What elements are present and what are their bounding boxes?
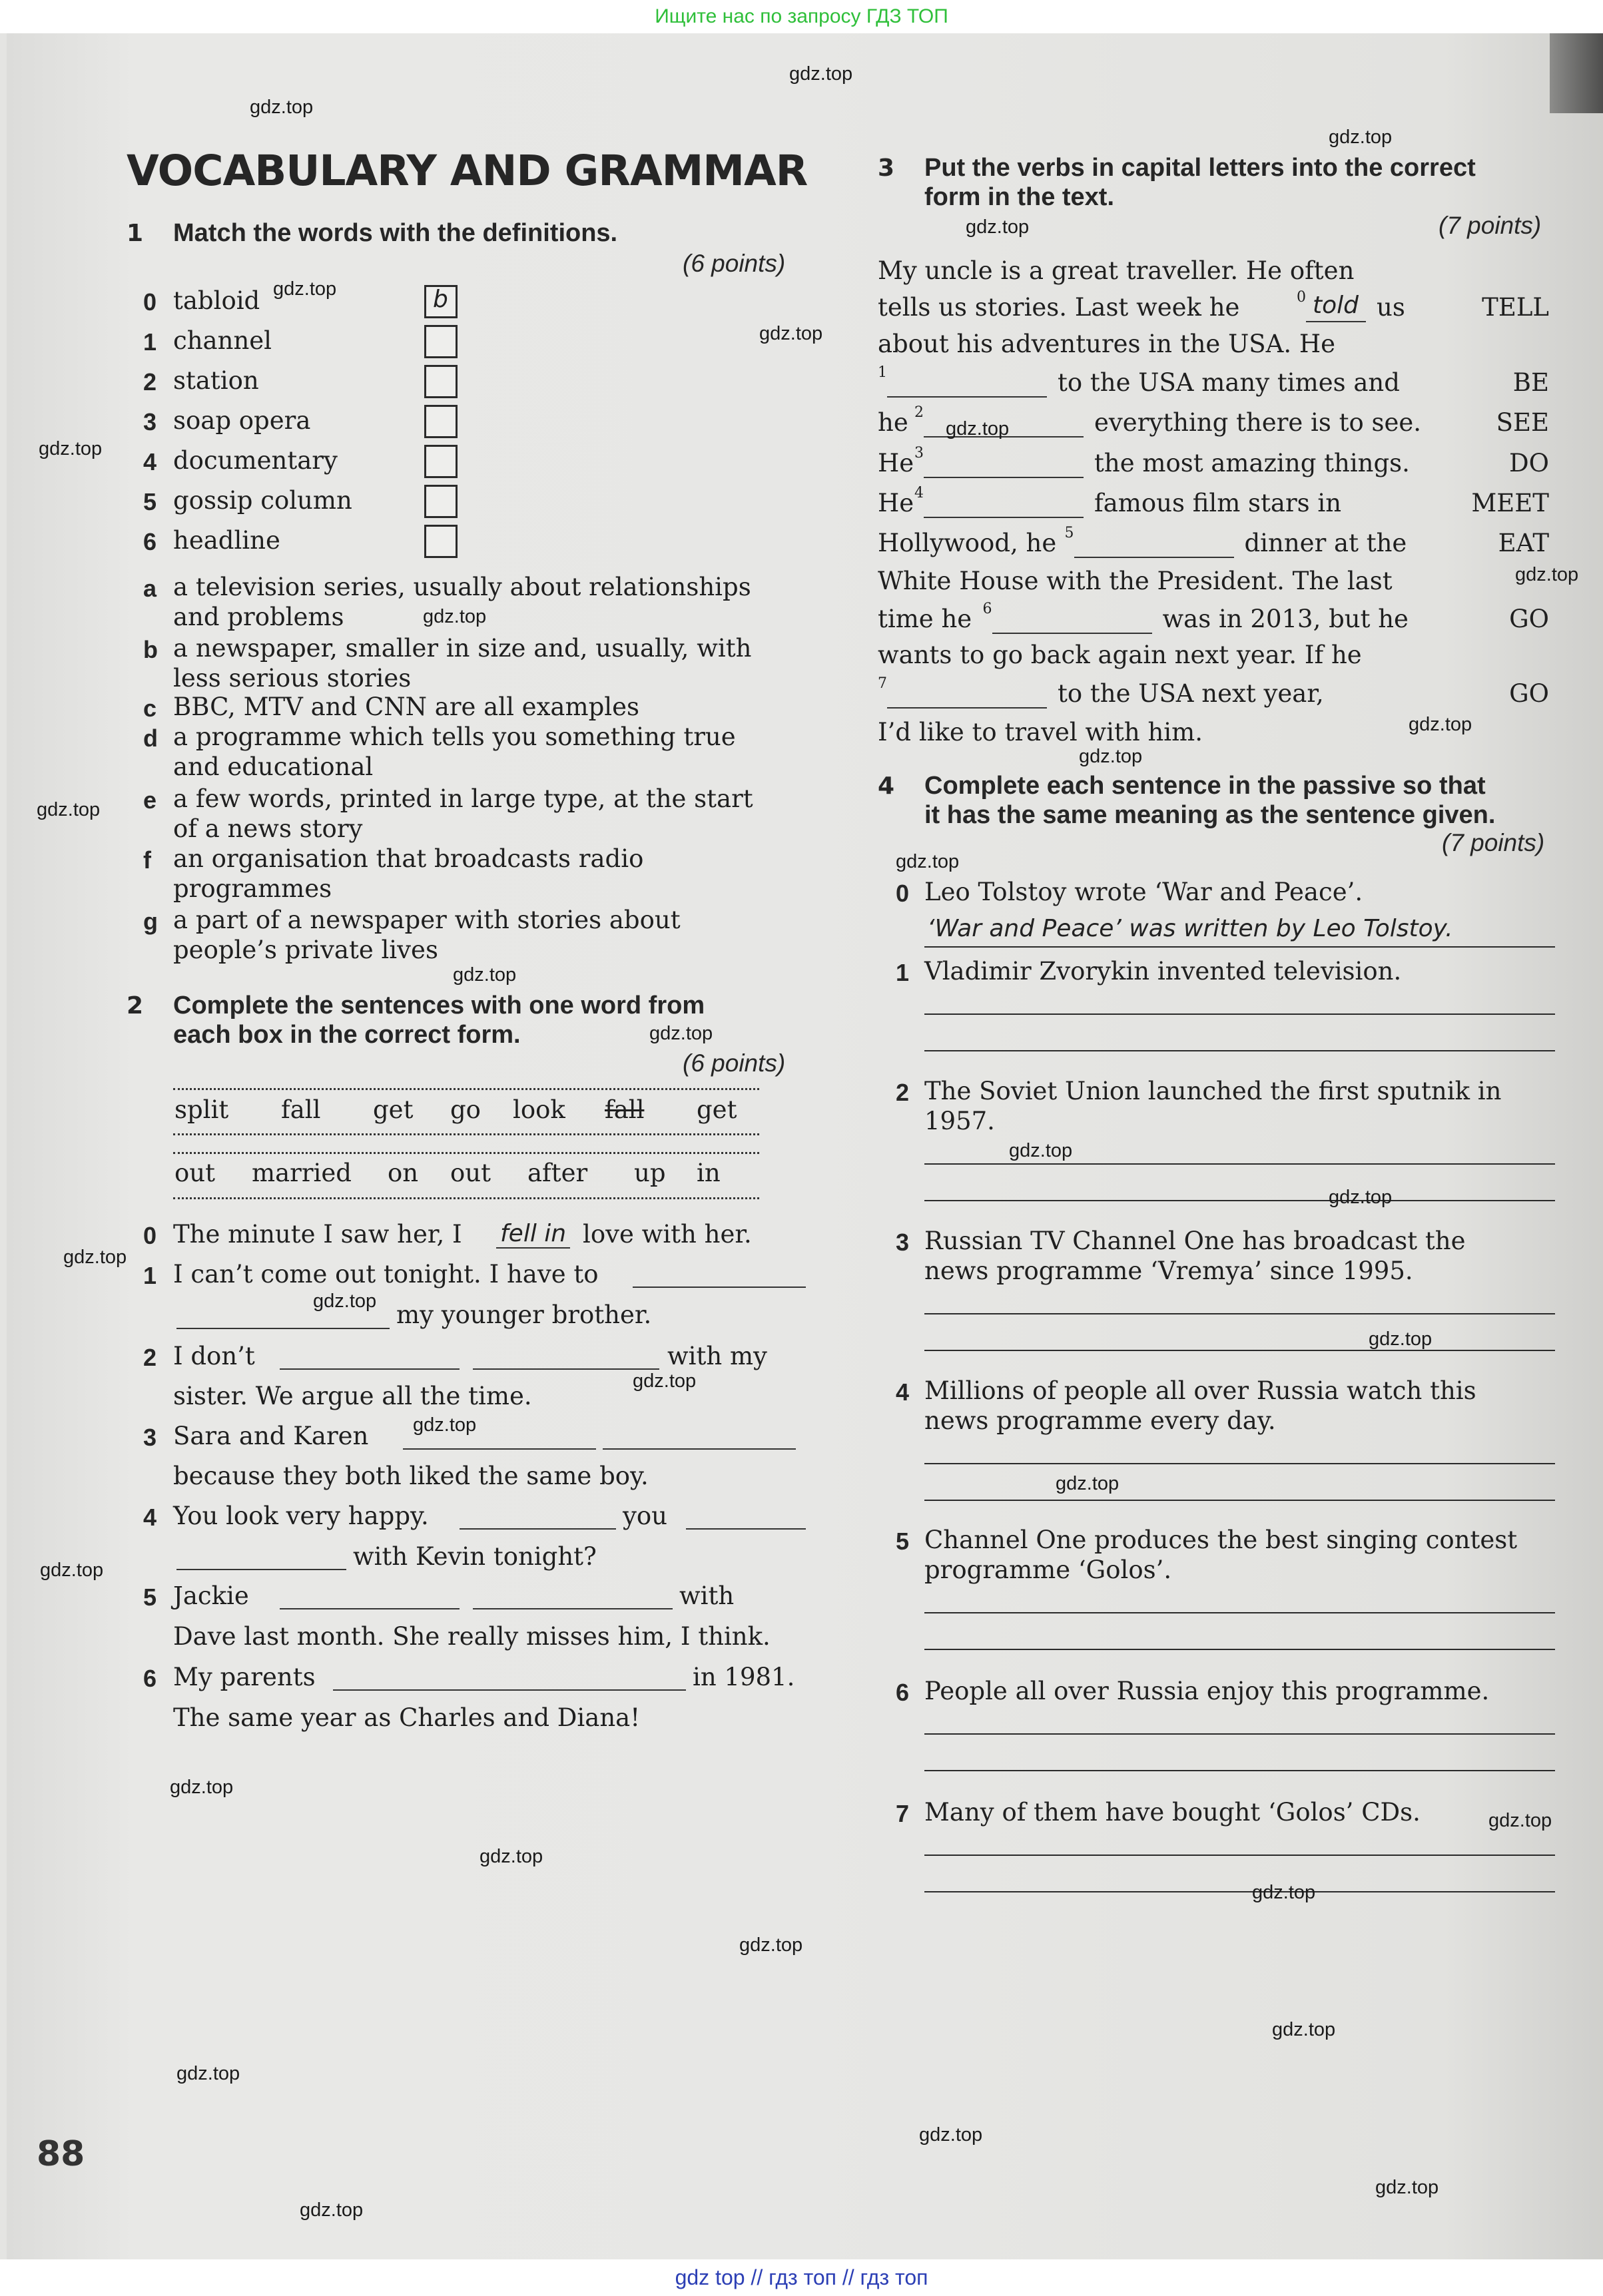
ex1-definition-text: less serious stories [173, 664, 412, 693]
ex3-gap-number: 3 [914, 445, 924, 461]
word-box-border [173, 1133, 759, 1135]
answer-checkbox[interactable] [424, 405, 458, 438]
s1-text-a: I can’t come out tonight. I have to [173, 1260, 599, 1289]
s5-blank-1[interactable] [280, 1608, 460, 1609]
ex3-verb: EAT [1498, 529, 1549, 557]
ex4-answer-line[interactable] [924, 1200, 1555, 1201]
ex2-box-word: look [513, 1095, 565, 1124]
s5-number: 5 [143, 1583, 157, 1611]
ex2-box-word: after [527, 1159, 588, 1187]
ex3-text-line: White House with the President. The last [878, 567, 1393, 595]
s4-text-b: you [623, 1502, 668, 1530]
ex3-answer-blank[interactable] [887, 396, 1047, 398]
ex1-definition-letter: f [143, 846, 151, 874]
s2-blank-1[interactable] [280, 1368, 460, 1370]
ex3-gap-number: 1 [878, 364, 887, 381]
ex3-text-line: He [878, 449, 914, 477]
s6-text-b: in 1981. [693, 1663, 795, 1691]
watermark-text: gdz.top [313, 1291, 377, 1312]
ex4-item-text: Vladimir Zvorykin invented television. [924, 957, 1402, 986]
ex1-definition-letter: e [143, 786, 157, 814]
ex1-word-number: 3 [143, 408, 157, 435]
ex1-definition-text: a programme which tells you something true [173, 722, 736, 751]
ex3-answer-blank[interactable] [924, 477, 1084, 478]
ex3-text-line: was in 2013, but he [1162, 605, 1409, 633]
ex3-text-line: I’d like to travel with him. [878, 718, 1203, 746]
s5-text-a: Jackie [173, 1581, 249, 1610]
ex3-text-line: tells us stories. Last week he [878, 293, 1240, 322]
ex3-verb: GO [1509, 605, 1549, 633]
watermark-text: gdz.top [1329, 127, 1393, 148]
watermark-text: gdz.top [1009, 1140, 1073, 1161]
ex3-text-line: to the USA many times and [1058, 368, 1400, 397]
ex1-answer: b [433, 286, 448, 313]
ex1-word: channel [173, 326, 272, 355]
answer-checkbox[interactable] [424, 445, 458, 478]
ex3-answer-blank[interactable] [887, 707, 1047, 709]
s6-number: 6 [143, 1665, 157, 1692]
ex4-item-number: 4 [896, 1378, 910, 1406]
ex1-word-number: 2 [143, 368, 157, 396]
ex4-item-text: People all over Russia enjoy this programme. [924, 1677, 1490, 1705]
s5-text-b: with [679, 1581, 735, 1610]
ex3-verb: DO [1509, 449, 1549, 477]
ex3-answer-blank[interactable] [1074, 557, 1234, 558]
ex1-definition-text: a few words, printed in large type, at the start [173, 784, 753, 813]
ex4-item-text: 1957. [924, 1107, 995, 1135]
ex3-gap-number: 2 [914, 404, 924, 421]
ex4-item-text: Many of them have bought ‘Golos’ CDs. [924, 1798, 1421, 1827]
ex4-item-text: Channel One produces the best singing contest [924, 1526, 1518, 1554]
ex4-number: 4 [878, 772, 895, 800]
watermark-text: gdz.top [896, 851, 960, 872]
watermark-text: gdz.top [633, 1370, 697, 1392]
ex4-item-text: The Soviet Union launched the first sputnik in [924, 1077, 1502, 1105]
ex3-text-line: the most amazing things. [1094, 449, 1410, 477]
ex3-verb: MEET [1471, 489, 1549, 517]
ex2-box-word: get [697, 1095, 737, 1124]
watermark-text: gdz.top [63, 1247, 127, 1268]
ex4-item-text: Russian TV Channel One has broadcast the [924, 1227, 1466, 1255]
ex3-text-line: us [1377, 293, 1405, 322]
page-corner-shadow [1550, 33, 1603, 113]
ex1-instruction: Match the words with the definitions. [173, 219, 618, 247]
ex1-word: headline [173, 526, 280, 555]
ex4-answer-line[interactable] [924, 1612, 1555, 1613]
ex3-gap-number: 0 [1297, 289, 1306, 306]
s4-blank-2[interactable] [686, 1528, 806, 1530]
ex3-points: (7 points) [1439, 212, 1542, 239]
ex4-item-number: 0 [896, 880, 910, 907]
answer-checkbox[interactable] [424, 285, 458, 318]
watermark-text: gdz.top [1488, 1810, 1552, 1831]
ex1-definition-text: of a news story [173, 814, 363, 843]
watermark-text: gdz.top [480, 1846, 543, 1867]
ex3-answer: told [1313, 292, 1359, 319]
ex1-definition-letter: b [143, 636, 158, 663]
ex1-word-number: 5 [143, 488, 157, 515]
ex4-answer-line[interactable] [924, 1313, 1555, 1314]
watermark-text: gdz.top [1409, 714, 1472, 735]
ex1-definition-text: an organisation that broadcasts radio [173, 844, 644, 873]
ex3-text-line: He [878, 489, 914, 517]
watermark-text: gdz.top [1369, 1328, 1433, 1350]
watermark-text: gdz.top [176, 2063, 240, 2084]
watermark-text: gdz.top [739, 1934, 803, 1956]
ex3-gap-number: 6 [982, 601, 992, 617]
ex3-text-line: wants to go back again next year. If he [878, 641, 1362, 669]
word-box-border [173, 1088, 759, 1090]
ex4-answer-line[interactable] [924, 1733, 1555, 1735]
ex3-text-line: famous film stars in [1094, 489, 1342, 517]
ex4-instruction-1: Complete each sentence in the passive so that [924, 772, 1486, 800]
ex3-instruction-1: Put the verbs in capital letters into the correct [924, 154, 1476, 182]
watermark-text: gdz.top [250, 97, 314, 118]
ex2-box-word: out [450, 1159, 491, 1187]
answer-checkbox[interactable] [424, 365, 458, 398]
word-box-border [173, 1152, 759, 1154]
watermark-text: gdz.top [40, 1560, 104, 1581]
ex4-answer-line[interactable] [924, 1855, 1555, 1856]
ex4-item-text: Millions of people all over Russia watch this [924, 1376, 1476, 1405]
ex1-word: gossip column [173, 486, 352, 515]
ex3-answer-blank[interactable] [924, 517, 1084, 518]
ex4-answer-line[interactable] [924, 1350, 1555, 1351]
watermark-text: gdz.top [1056, 1473, 1120, 1494]
s5-blank-2[interactable] [473, 1608, 673, 1609]
ex4-item-number: 1 [896, 959, 910, 986]
s4-text-c: with Kevin tonight? [353, 1542, 597, 1571]
ex2-box-word: married [252, 1159, 352, 1187]
ex2-box-word: split [174, 1095, 229, 1124]
ex3-verb: SEE [1496, 408, 1549, 437]
ex4-answer-line[interactable] [924, 1770, 1555, 1771]
ex2-instruction-2: each box in the correct form. [173, 1021, 521, 1049]
s2-blank-2[interactable] [473, 1368, 659, 1370]
ex1-word-number: 0 [143, 288, 157, 316]
ex3-number: 3 [878, 154, 895, 182]
ex3-verb: TELL [1482, 293, 1549, 322]
s0-number: 0 [143, 1222, 157, 1249]
ex4-item-text: news programme every day. [924, 1406, 1276, 1435]
watermark-text: gdz.top [966, 216, 1030, 238]
ex1-word: soap opera [173, 406, 311, 435]
ex3-answer-blank[interactable] [1306, 321, 1366, 322]
watermark-text: gdz.top [273, 278, 337, 300]
s4-blank-1[interactable] [460, 1528, 616, 1530]
s3-number: 3 [143, 1424, 157, 1451]
watermark-text: gdz.top [1515, 564, 1579, 585]
ex1-word: station [173, 366, 259, 395]
ex2-box-word: fall [605, 1095, 645, 1124]
ex1-definition-text: people’s private lives [173, 936, 438, 964]
ex1-word-number: 1 [143, 328, 157, 356]
s3-blank-2[interactable] [603, 1448, 796, 1450]
ex4-answer-line[interactable] [924, 1891, 1555, 1892]
top-banner[interactable]: Ищите нас по запросу ГДЗ ТОП [0, 0, 1603, 33]
ex3-verb: GO [1509, 679, 1549, 708]
watermark-text: gdz.top [1272, 2019, 1336, 2040]
bottom-banner[interactable]: gdz top // гдз топ // гдз топ [0, 2259, 1603, 2296]
answer-checkbox[interactable] [424, 525, 458, 558]
watermark-text: gdz.top [37, 799, 101, 820]
ex4-answer: ‘War and Peace’ was written by Leo Tolstoy. [927, 915, 1453, 942]
ex3-text-line: to the USA next year, [1058, 679, 1324, 708]
ex2-box-word: fall [281, 1095, 321, 1124]
ex2-points: (6 points) [683, 1049, 786, 1077]
s3-blank-1[interactable] [403, 1448, 596, 1450]
ex1-definition-letter: a [143, 575, 157, 602]
ex1-definition-text: and problems [173, 603, 344, 631]
watermark-text: gdz.top [170, 1777, 234, 1798]
ex4-answer-line[interactable] [924, 946, 1555, 948]
s2-text-b: with my [667, 1342, 767, 1370]
ex2-number: 2 [127, 992, 144, 1019]
ex4-item-number: 2 [896, 1079, 910, 1106]
ex4-item-number: 7 [896, 1800, 910, 1827]
ex4-answer-line[interactable] [924, 1649, 1555, 1650]
s3-text-b: because they both liked the same boy. [173, 1462, 649, 1490]
ex4-item-text: programme ‘Golos’. [924, 1556, 1172, 1584]
s2-text-c: sister. We argue all the time. [173, 1382, 532, 1410]
s2-number: 2 [143, 1344, 157, 1371]
ex1-definition-text: programmes [173, 874, 332, 903]
ex4-item-number: 5 [896, 1528, 910, 1555]
ex1-definition-letter: c [143, 695, 157, 722]
answer-checkbox[interactable] [424, 485, 458, 518]
watermark-text: gdz.top [789, 63, 853, 85]
watermark-text: gdz.top [453, 964, 517, 986]
s1-blank-1[interactable] [633, 1287, 806, 1288]
watermark-text: gdz.top [919, 2124, 983, 2146]
s6-text-c: The same year as Charles and Diana! [173, 1703, 641, 1732]
ex2-box-word: up [634, 1159, 666, 1187]
s1-text-b: my younger brother. [396, 1300, 652, 1329]
watermark-text: gdz.top [423, 606, 487, 627]
watermark-text: gdz.top [946, 418, 1010, 439]
ex1-definition-text: a newspaper, smaller in size and, usually, with [173, 634, 752, 663]
ex2-instruction-1: Complete the sentences with one word from [173, 992, 705, 1019]
watermark-text: gdz.top [1375, 2177, 1439, 2198]
s3-text-a: Sara and Karen [173, 1422, 369, 1450]
ex4-answer-line[interactable] [924, 1163, 1555, 1165]
answer-checkbox[interactable] [424, 325, 458, 358]
ex2-box-word: go [450, 1095, 481, 1124]
watermark-text: gdz.top [300, 2199, 364, 2221]
ex3-text-line: My uncle is a great traveller. He often [878, 256, 1355, 285]
ex1-word-number: 4 [143, 448, 157, 475]
ex3-answer-blank[interactable] [992, 633, 1152, 634]
ex4-item-number: 3 [896, 1229, 910, 1256]
ex4-instruction-2: it has the same meaning as the sentence given. [924, 801, 1496, 829]
ex2-box-word: in [697, 1159, 721, 1187]
ex3-text-line: he [878, 408, 908, 437]
ex3-text-line: Hollywood, he [878, 529, 1057, 557]
ex1-definition-text: BBC, MTV and CNN are all examples [173, 693, 639, 721]
s0-text-b: love with her. [583, 1220, 752, 1249]
ex3-gap-number: 4 [914, 485, 924, 501]
ex4-answer-line[interactable] [924, 1463, 1555, 1464]
ex3-instruction-2: form in the text. [924, 183, 1115, 211]
ex3-verb: BE [1512, 368, 1549, 397]
ex4-points: (7 points) [1442, 829, 1545, 856]
ex3-text-line: everything there is to see. [1094, 408, 1422, 437]
s2-text-a: I don’t [173, 1342, 255, 1370]
ex3-text-line: dinner at the [1244, 529, 1407, 557]
watermark-text: gdz.top [39, 438, 103, 459]
watermark-text: gdz.top [1079, 746, 1143, 767]
ex2-box-word: out [174, 1159, 215, 1187]
watermark-text: gdz.top [1252, 1882, 1316, 1903]
ex4-item-number: 6 [896, 1679, 910, 1706]
ex1-definition-letter: g [143, 908, 158, 935]
ex4-item-text: news programme ‘Vremya’ since 1995. [924, 1257, 1413, 1285]
s1-number: 1 [143, 1262, 157, 1289]
ex1-word: documentary [173, 446, 338, 475]
s1-blank-2[interactable] [176, 1328, 390, 1329]
ex4-answer-line[interactable] [924, 1500, 1555, 1501]
s5-text-c: Dave last month. She really misses him, I think. [173, 1622, 771, 1651]
watermark-text: gdz.top [759, 323, 823, 344]
s4-text-a: You look very happy. [173, 1502, 429, 1530]
s0-text-a: The minute I saw her, I [173, 1220, 462, 1249]
watermark-text: gdz.top [1329, 1187, 1393, 1208]
ex4-answer-line[interactable] [924, 1013, 1555, 1015]
ex1-definition-text: a television series, usually about relationships [173, 573, 751, 601]
section-heading: VOCABULARY AND GRAMMAR [127, 146, 808, 195]
ex2-box-word: on [388, 1159, 419, 1187]
ex2-box-word: get [373, 1095, 414, 1124]
ex1-definition-letter: d [143, 724, 158, 752]
ex1-word-number: 6 [143, 528, 157, 555]
s4-blank-3[interactable] [176, 1569, 346, 1570]
s0-answer: fell in [496, 1220, 570, 1249]
ex1-points: (6 points) [683, 250, 786, 277]
page-number: 88 [37, 2134, 85, 2174]
ex3-text-line: time he [878, 605, 972, 633]
ex4-answer-line[interactable] [924, 1050, 1555, 1051]
s6-blank-1[interactable] [333, 1689, 686, 1691]
word-box-border [173, 1197, 759, 1199]
s4-number: 4 [143, 1504, 157, 1531]
ex3-gap-number: 7 [878, 675, 887, 692]
ex3-text-line: about his adventures in the USA. He [878, 330, 1336, 358]
ex1-definition-text: and educational [173, 752, 374, 781]
ex1-definition-text: a part of a newspaper with stories about [173, 906, 681, 934]
s6-text-a: My parents [173, 1663, 316, 1691]
ex1-word: tabloid [173, 286, 260, 315]
ex3-gap-number: 5 [1064, 525, 1074, 541]
watermark-text: gdz.top [413, 1414, 477, 1436]
watermark-text: gdz.top [649, 1023, 713, 1044]
ex4-item-text: Leo Tolstoy wrote ‘War and Peace’. [924, 878, 1363, 906]
ex1-number: 1 [127, 220, 144, 247]
